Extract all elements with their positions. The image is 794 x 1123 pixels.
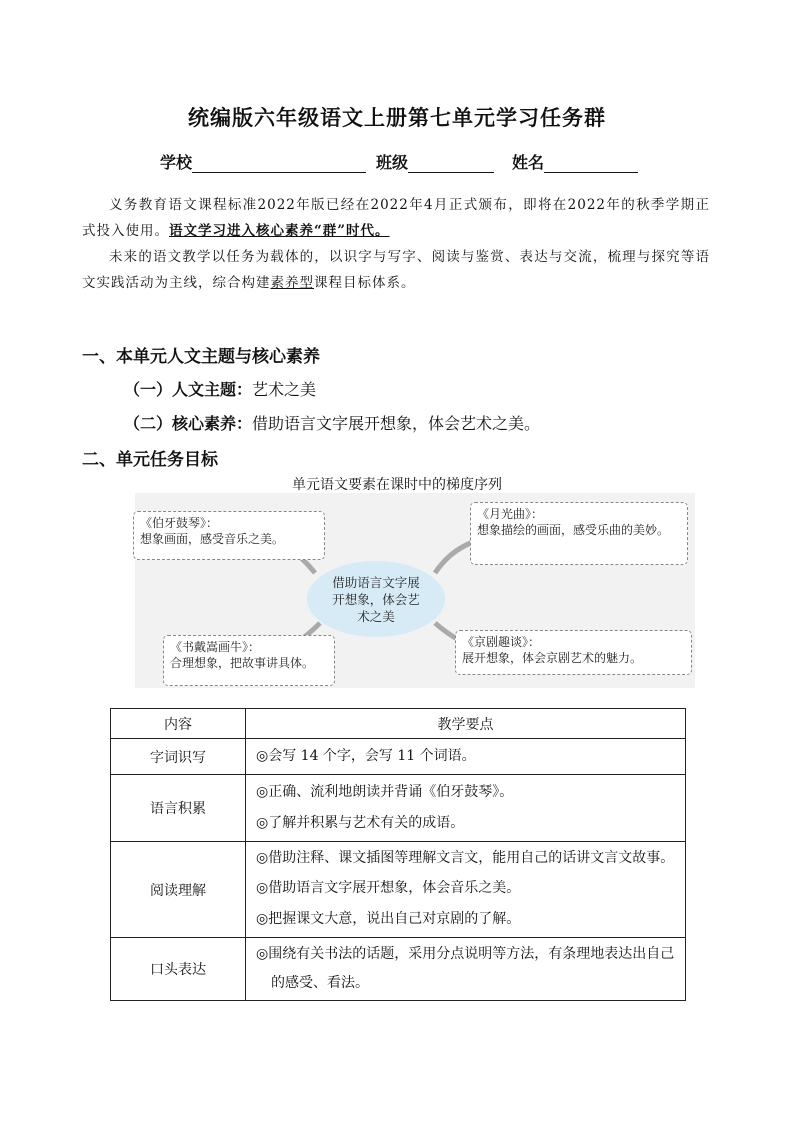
table-header-row	[111, 709, 686, 739]
node-shudaisong	[163, 635, 335, 686]
intro-paragraph-1	[82, 192, 710, 244]
figure-caption: 单元语文要素在课时中的梯度序列	[292, 477, 502, 493]
core-literacy-label: （二）核心素养：	[124, 414, 253, 433]
core-literacy-value: 借助语言文字展开想象，体会艺术之美。	[252, 414, 541, 433]
mindmap-center	[307, 561, 445, 637]
row-points	[246, 775, 686, 842]
teaching-point: ◎借助注释、课文插图等理解文言文，能用自己的话讲文言文故事。	[256, 850, 675, 866]
intro-p2-before: 未来的语文教学以任务为载体的，以识字与写字、阅读与鉴赏、表达与交流，梳理与探究等语文实践活动为主线，综合构建	[82, 249, 710, 291]
teaching-point: ◎了解并积累与艺术有关的成语。	[256, 815, 465, 831]
humanities-theme-value: 艺术之美	[252, 380, 317, 399]
section1-heading: 一、本单元人文主题与核心素养	[82, 347, 320, 367]
node-yueguangqu-desc: 想象描绘的画面，感受乐曲的美妙。	[477, 523, 670, 537]
intro-p1-emphasis: 语文学习进入核心素养“群”时代。	[169, 223, 390, 239]
row-points	[246, 938, 686, 1001]
intro-p2-after: 课程目标体系。	[314, 275, 416, 291]
name-label: 姓名	[512, 153, 545, 172]
table-row	[111, 938, 686, 1001]
node-boya-guqin	[133, 511, 325, 560]
node-boya-title: 《伯牙鼓琴》：	[140, 516, 219, 530]
mindmap-figure	[135, 493, 695, 688]
teaching-point: ◎会写 14 个字，会写 11 个词语。	[256, 748, 476, 764]
header-teaching-points: 教学要点	[246, 709, 686, 739]
row-points	[246, 842, 686, 938]
core-literacy	[124, 411, 540, 434]
row-points	[246, 739, 686, 775]
row-category: 阅读理解	[111, 842, 246, 938]
school-label: 学校	[160, 153, 193, 172]
header-content: 内容	[111, 709, 246, 739]
table-row	[111, 842, 686, 938]
node-yueguangqu	[470, 502, 688, 565]
student-info-row	[160, 150, 648, 173]
mindmap-center-text: 借助语言文字展开想象，体会艺术之美	[332, 574, 420, 624]
class-label: 班级	[376, 153, 409, 172]
row-category: 字词识写	[111, 739, 246, 775]
intro-p1-text: 义务教育语文课程标准2022年版已经在2022年4月正式颁布，即将在2022年的秋季学期正式投入使用。	[82, 197, 710, 239]
table-row	[111, 775, 686, 842]
name-blank[interactable]	[544, 154, 638, 173]
humanities-theme-label: （一）人文主题：	[124, 380, 253, 399]
table-row	[111, 739, 686, 775]
node-jingju-desc: 展开想象，体会京剧艺术的魅力。	[462, 651, 643, 665]
node-jingju-quetan	[455, 630, 692, 675]
humanities-theme	[124, 377, 316, 400]
node-jingju-title: 《京剧趣谈》：	[462, 635, 541, 649]
intro-paragraph-2	[82, 244, 710, 296]
page-title: 统编版六年级语文上册第七单元学习任务群	[188, 105, 606, 130]
teaching-point: ◎借助语言文字展开想象，体会音乐之美。	[256, 880, 521, 896]
intro-p2-underline: 素养型	[270, 275, 314, 291]
node-boya-desc: 想象画面，感受音乐之美。	[140, 532, 285, 546]
node-shudaisong-desc: 合理想象，把故事讲具体。	[170, 656, 315, 670]
teaching-points-table	[110, 708, 686, 1001]
row-category: 语言积累	[111, 775, 246, 842]
teaching-point: ◎正确、流利地朗读并背诵《伯牙鼓琴》。	[256, 784, 514, 800]
teaching-point: ◎围绕有关书法的话题，采用分点说明等方法，有条理地表达出自己的感受、看法。	[256, 946, 675, 991]
section2-heading: 二、单元任务目标	[82, 450, 218, 470]
school-blank[interactable]	[192, 154, 366, 173]
teaching-point: ◎把握课文大意，说出自己对京剧的了解。	[256, 911, 521, 927]
node-shudaisong-title: 《书戴嵩画牛》：	[170, 640, 261, 654]
class-blank[interactable]	[408, 154, 494, 173]
node-yueguangqu-title: 《月光曲》：	[477, 507, 544, 521]
row-category: 口头表达	[111, 938, 246, 1001]
